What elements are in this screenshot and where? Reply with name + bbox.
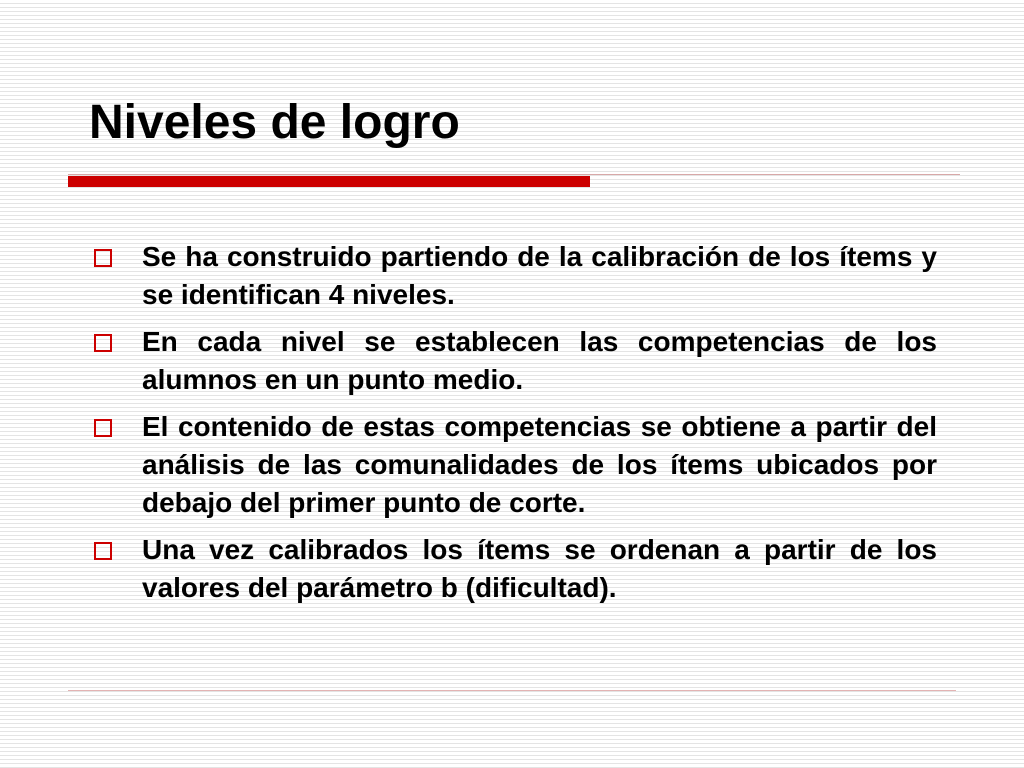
bullet-list	[92, 238, 937, 616]
square-bullet-icon	[94, 249, 112, 267]
bullet-item-1	[92, 238, 937, 314]
bullet-text: Una vez calibrados los ítems se ordenan a partir de los valores del parámetro b (dificultad).	[142, 534, 937, 603]
bullet-text: En cada nivel se establecen las competencias de los alumnos en un punto medio.	[142, 326, 937, 395]
square-bullet-icon	[94, 334, 112, 352]
footer-divider-line	[68, 690, 956, 691]
slide-title: Niveles de logro	[89, 96, 460, 149]
bullet-text: El contenido de estas competencias se obtiene a partir del análisis de las comunalidades de los ítems ubicados por debajo del primer punto de corte.	[142, 411, 937, 518]
bullet-item-4	[92, 531, 937, 607]
square-bullet-icon	[94, 419, 112, 437]
title-accent-bar	[68, 176, 590, 187]
title-divider-line	[68, 174, 960, 175]
square-bullet-icon	[94, 542, 112, 560]
bullet-item-3	[92, 408, 937, 522]
bullet-text: Se ha construido partiendo de la calibración de los ítems y se identifican 4 niveles.	[142, 241, 937, 310]
bullet-item-2	[92, 323, 937, 399]
